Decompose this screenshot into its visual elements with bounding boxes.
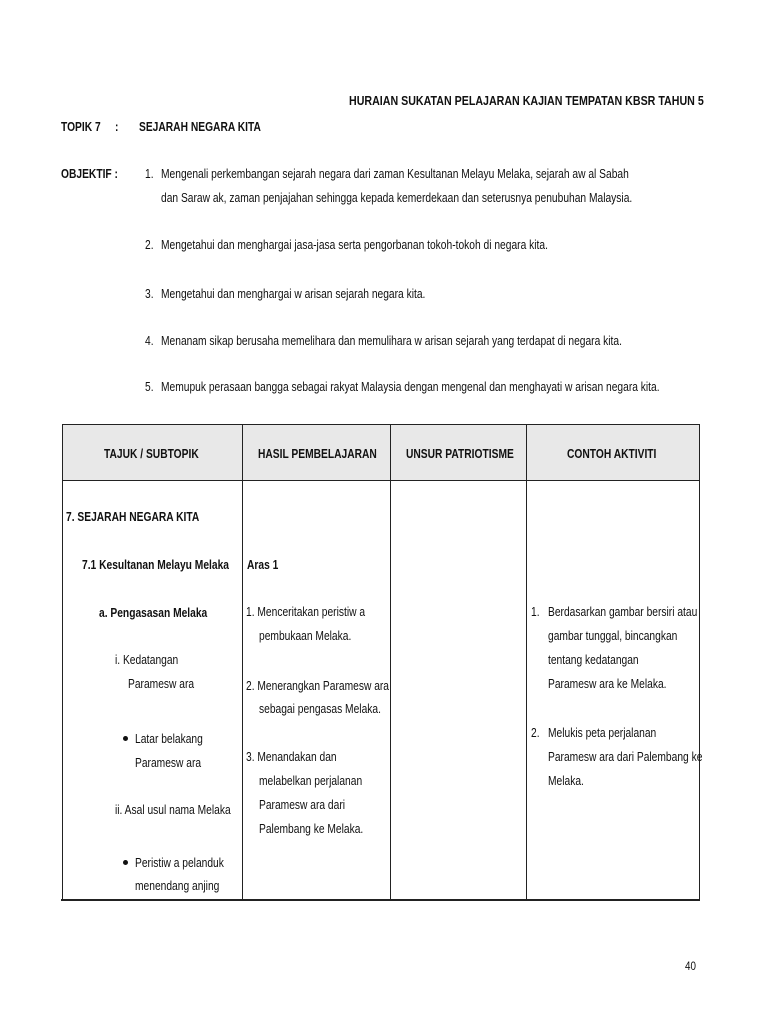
hasil-2-line1: 2. Menerangkan Paramesw ara bbox=[246, 679, 390, 693]
hasil-3-line2: melabelkan perjalanan bbox=[259, 774, 363, 788]
hasil-3-line3: Paramesw ara dari bbox=[259, 798, 346, 812]
aktiviti-2-line3: Melaka. bbox=[548, 774, 584, 788]
objektif-label: OBJEKTIF : bbox=[61, 167, 118, 181]
tajuk-item-ii: ii. Asal usul nama Melaka bbox=[115, 803, 231, 817]
hasil-3-line4: Palembang ke Melaka. bbox=[259, 822, 364, 836]
aktiviti-1-number: 1. bbox=[531, 605, 540, 619]
aktiviti-2-line2: Paramesw ara dari Palembang ke bbox=[548, 750, 703, 764]
tajuk-bullet2-line2: menendang anjing bbox=[135, 879, 220, 893]
topik-title: SEJARAH NEGARA KITA bbox=[139, 120, 261, 134]
tajuk-bullet1-line2: Paramesw ara bbox=[135, 756, 202, 770]
column-header-hasil: HASIL PEMBELAJARAN bbox=[258, 447, 377, 461]
tajuk-item-i-line1: i. Kedatangan bbox=[115, 653, 179, 667]
bullet-icon bbox=[123, 736, 128, 741]
objektif-text-4: Menanam sikap berusaha memelihara dan memulihara w arisan sejarah yang terdapat di negara kita. bbox=[161, 334, 622, 348]
table-bottom-rule bbox=[61, 899, 700, 901]
objektif-text-3: Mengetahui dan menghargai w arisan sejarah negara kita. bbox=[161, 287, 426, 301]
aktiviti-1-line2: gambar tunggal, bincangkan bbox=[548, 629, 678, 643]
objektif-text-1a: Mengenali perkembangan sejarah negara dari zaman Kesultanan Melayu Melaka, sejarah aw al Sabah bbox=[161, 167, 629, 181]
document-header-title: HURAIAN SUKATAN PELAJARAN KAJIAN TEMPATAN KBSR TAHUN 5 bbox=[349, 93, 704, 108]
tajuk-item-i-line2: Paramesw ara bbox=[128, 677, 195, 691]
hasil-aras: Aras 1 bbox=[247, 558, 279, 572]
aktiviti-1-line1: Berdasarkan gambar bersiri atau bbox=[548, 605, 698, 619]
tajuk-bullet2-line1: Peristiw a pelanduk bbox=[135, 856, 224, 870]
objektif-number-3: 3. bbox=[145, 287, 154, 301]
bullet-icon bbox=[123, 860, 128, 865]
column-header-tajuk: TAJUK / SUBTOPIK bbox=[104, 447, 199, 461]
tajuk-main: 7. SEJARAH NEGARA KITA bbox=[66, 510, 200, 524]
aktiviti-2-line1: Melukis peta perjalanan bbox=[548, 726, 657, 740]
aktiviti-2-number: 2. bbox=[531, 726, 540, 740]
hasil-1-line1: 1. Menceritakan peristiw a bbox=[246, 605, 366, 619]
objektif-text-2: Mengetahui dan menghargai jasa-jasa serta pengorbanan tokoh-tokoh di negara kita. bbox=[161, 238, 548, 252]
objektif-number-1: 1. bbox=[145, 167, 154, 181]
topik-label: TOPIK 7 bbox=[61, 120, 101, 134]
tajuk-item-a: a. Pengasasan Melaka bbox=[99, 606, 208, 620]
aktiviti-1-line4: Paramesw ara ke Melaka. bbox=[548, 677, 667, 691]
hasil-2-line2: sebagai pengasas Melaka. bbox=[259, 702, 381, 716]
column-header-aktiviti: CONTOH AKTIVITI bbox=[567, 447, 657, 461]
hasil-1-line2: pembukaan Melaka. bbox=[259, 629, 352, 643]
aktiviti-1-line3: tentang kedatangan bbox=[548, 653, 639, 667]
objektif-text-1b: dan Saraw ak, zaman penjajahan sehingga kepada kemerdekaan dan seterusnya penubuhan Malaysia. bbox=[161, 191, 633, 205]
column-header-unsur: UNSUR PATRIOTISME bbox=[406, 447, 514, 461]
objektif-number-4: 4. bbox=[145, 334, 154, 348]
tajuk-subtopic: 7.1 Kesultanan Melayu Melaka bbox=[82, 558, 229, 572]
page-number: 40 bbox=[685, 959, 696, 973]
objektif-number-2: 2. bbox=[145, 238, 154, 252]
tajuk-bullet1-line1: Latar belakang bbox=[135, 732, 203, 746]
hasil-3-line1: 3. Menandakan dan bbox=[246, 750, 337, 764]
objektif-number-5: 5. bbox=[145, 380, 154, 394]
unsur-cell bbox=[391, 481, 527, 901]
objektif-text-5: Memupuk perasaan bangga sebagai rakyat Malaysia dengan mengenal dan menghayati w arisan negara kita. bbox=[161, 380, 660, 394]
topik-colon: : bbox=[115, 120, 119, 134]
